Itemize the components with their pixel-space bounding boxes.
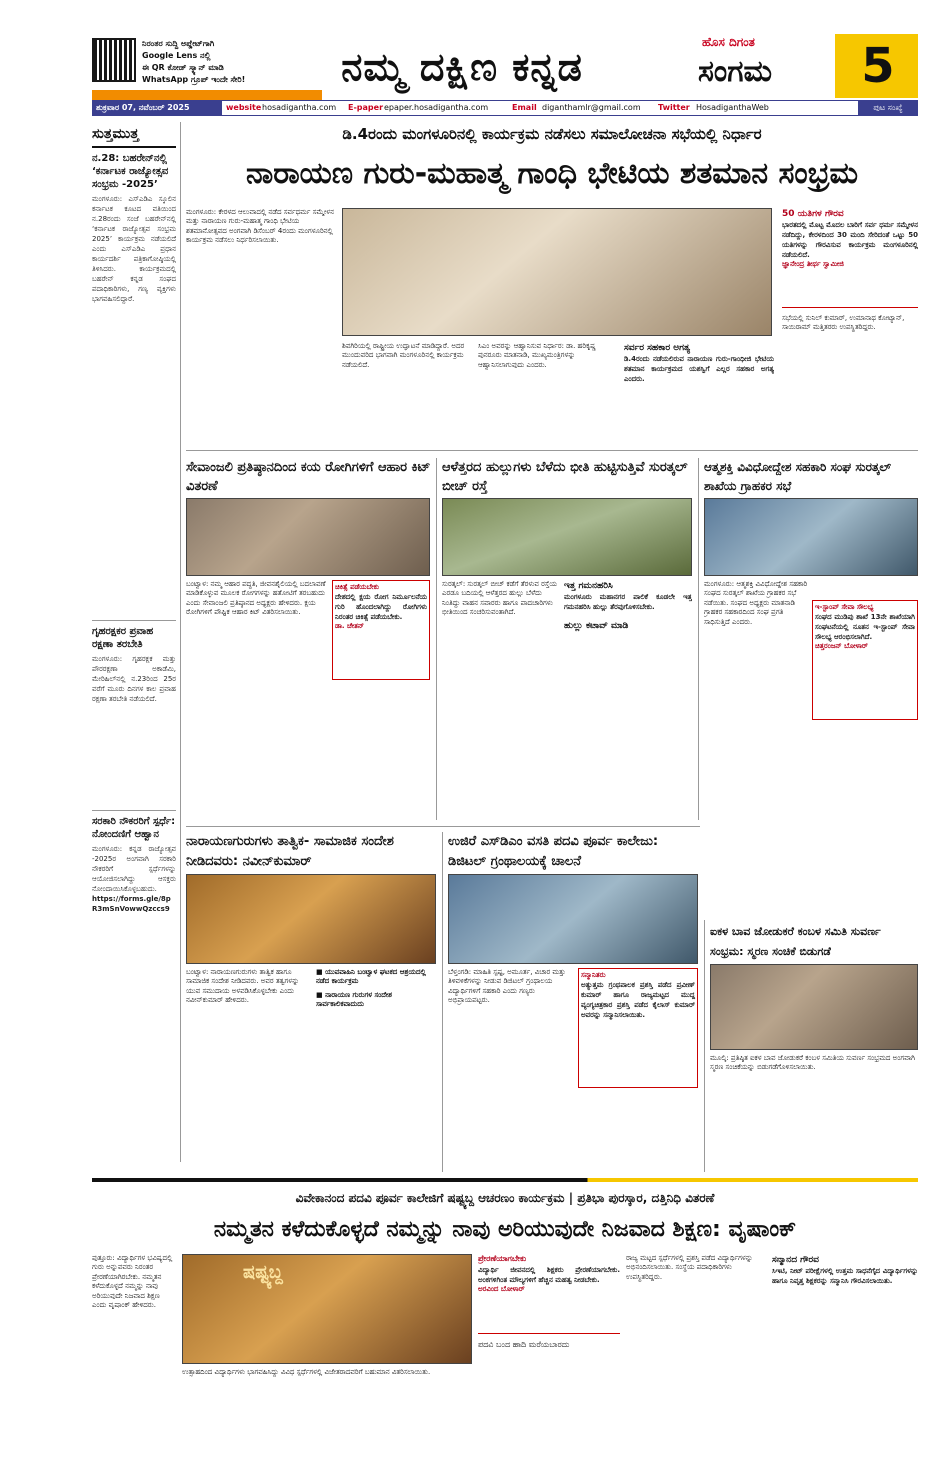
bottom-photo — [182, 1254, 472, 1364]
story-b-subhead: ಹುಲ್ಲು ಕಟಾವ್ ಮಾಡಿ — [564, 621, 629, 632]
epaper-label: E-paper — [348, 103, 384, 112]
qr-note — [142, 38, 312, 90]
supplement-name: ಸಂಗಮ — [698, 54, 772, 89]
story-e-box-body: ಅತ್ಯುತ್ತಮ ಗ್ರಂಥಪಾಲಕ ಪ್ರಶಸ್ತಿ ಪಡೆದ ಪ್ರವೀಣ್ ಕುಮಾರ್ ಹಾಗೂ ರಾಜ್ಯಮಟ್ಟದ ಮುದ್ದ ವ್ಯಂಗ್ಯಚಿತ್ರಕಾರ ಪ್ರಶಸ್ತಿ ಪಡೆದ ಕೈಲಾಸ್ ಕುಮಾರ್ ಅವರನ್ನು ಸನ್ಮಾನಿಸಲಾಯಿತು. — [581, 981, 695, 1020]
twitter-label: Twitter — [658, 103, 690, 112]
divider — [186, 826, 700, 827]
lead-photo — [342, 208, 772, 336]
story-b-photo — [442, 498, 692, 576]
bottom-box-body: ವಿದ್ಯಾರ್ಥಿ ಜೀವನದಲ್ಲಿ ಶಿಕ್ಷಕರು ಪ್ರೇರಣೆಯಾಗಬೇಕು. ಅಂಕಗಳಿಗಿಂತ ಮೌಲ್ಯಗಳಿಗೆ ಹೆಚ್ಚಿನ ಮಹತ್ವ ನೀಡಬೇಕು. — [478, 1265, 620, 1284]
bullet-text: ಯುವವಾಹಿನಿ ಬಂಟ್ವಾಳ ಘಟಕದ ಆಶ್ರಯದಲ್ಲಿ ನಡೆದ ಕಾರ್ಯಕ್ರಮ — [316, 968, 426, 986]
story-f-photo — [710, 964, 918, 1050]
bottom-box-title: ಪ್ರೇರಣೆಯಾಗಬೇಕು — [478, 1254, 527, 1263]
sidebar-story2-body: ಮಂಗಳೂರು: ಗೃಹರಕ್ಷಕ ಮತ್ತು ಪೌರರಕ್ಷಣಾ ಅಕಾಡೆಮಿ, ಮೇರಿಹಿಲ್‌ನಲ್ಲಿ ನ.23ರಿಂದ 25ರ ವರೆಗೆ ಮೂರು ದಿನಗಳ ಕಾಲ ಪ್ರವಾಹ ರಕ್ಷಣಾ ತರಬೇತಿ ನಡೆಯಲಿದೆ. — [92, 655, 176, 703]
sidebar-story3-body: ಮಂಗಳೂರು: ಕನ್ನಡ ರಾಜ್ಯೋತ್ಸವ -2025ರ ಅಂಗವಾಗಿ ಸರಕಾರಿ ನೌಕರರಿಗೆ ಸ್ಪರ್ಧೆಗಳನ್ನು ಆಯೋಜಿಸಲಾಗಿದ್ದು ಆಸಕ್ತರು ನೋಂದಾಯಿಸಿಕೊಳ್ಳಬಹುದು. — [92, 845, 176, 893]
story-c-box — [812, 600, 918, 720]
story-d-body: ಬಂಟ್ವಾಳ: ನಾರಾಯಣಗುರುಗಳು ತಾತ್ವಿಕ ಹಾಗೂ ಸಾಮಾಜಿಕ ಸಂದೇಶ ನೀಡಿದವರು. ಅವರ ತತ್ವಗಳನ್ನು ಯುವ ಸಮುದಾಯ ಅಳವಡಿಸಿಕೊಳ್ಳಬೇಕು ಎಂದು ನವೀನ್‌ಕುಮಾರ್ ಹೇಳಿದರು. — [186, 968, 300, 1005]
lead-box-body: ಭಾರತದಲ್ಲಿ ಮೊಟ್ಟ ಮೊದಲ ಬಾರಿಗೆ ಸರ್ವ ಧರ್ಮ ಸಮ್ಮೇಳನ ನಡೆದಿದ್ದು, ಕೇರಳದಿಂದ 30 ಮಂದಿ ಸೇರಿದಂತೆ ಒಟ್ಟು 50 ಯತಿಗಳನ್ನು ಗೌರವಿಸುವ ಕಾರ್ಯಕ್ರಮ ಮಂಗಳೂರಿನಲ್ಲಿ ನಡೆಯಲಿದೆ. — [782, 221, 918, 260]
sidebar-story3-title: ಸರಕಾರಿ ನೌಕರರಿಗೆ ಸ್ಪರ್ಧೆ: ನೋಂದಣಿಗೆ ಆಹ್ವಾನ — [92, 810, 176, 841]
bottom-right-box-body: ಸಿಇಟಿ, ನೀಟ್ ಪರೀಕ್ಷೆಗಳಲ್ಲಿ ಉತ್ತಮ ಸಾಧನೆಗೈದ ವಿದ್ಯಾರ್ಥಿಗಳನ್ನು ಹಾಗೂ ನಿವೃತ್ತ ಶಿಕ್ಷಕರನ್ನು ಸನ್ಮಾನಿಸಿ ಗೌರವಿಸಲಾಯಿತು. — [772, 1267, 918, 1286]
story-b-side — [564, 580, 692, 820]
qr-note-line: ಈ QR ಕೋಡ್ ಸ್ಕ್ಯಾನ್ ಮಾಡಿ — [142, 63, 224, 72]
story-a-box-credit: ಡಾ. ಚೇತನ್ — [335, 622, 364, 631]
story-a-photo — [186, 498, 430, 576]
lead-body: ಮಂಗಳೂರು: ಕೇರಳದ ಆಲುವಾದಲ್ಲಿ ನಡೆದ ಸರ್ವಧರ್ಮ ಸಮ್ಮೇಳನ ಮತ್ತು ನಾರಾಯಣ ಗುರು-ಮಹಾತ್ಮ ಗಾಂಧಿ ಭೇಟಿಯ ಶತಮಾನೋತ್ಸವದ ಅಂಗವಾಗಿ ಡಿಸೆಂಬರ್ 4ರಂದು ಮಂಗಳೂರಿನಲ್ಲಿ ಕಾರ್ಯಕ್ರಮ ನಡೆಸಲು ನಿರ್ಧರಿಸಲಾಯಿತು. — [186, 208, 334, 245]
bottom-box — [478, 1254, 620, 1334]
story-d-photo — [186, 874, 436, 964]
lead-headline: ನಾರಾಯಣ ಗುರು-ಮಹಾತ್ಮ ಗಾಂಧಿ ಭೇಟಿಯ ಶತಮಾನ ಸಂಭ್ರಮ — [245, 156, 859, 191]
story-e-headline: ಉಜಿರೆ ಎಸ್‌ಡಿಎಂ ವಸತಿ ಪದವಿ ಪೂರ್ವ ಕಾಲೇಜು: ಡಿಜಿಟಲ್ ಗ್ರಂಥಾಲಯಕ್ಕೆ ಚಾಲನೆ — [448, 834, 659, 869]
lead-kicker: ಡಿ.4ರಂದು ಮಂಗಳೂರಿನಲ್ಲಿ ಕಾರ್ಯಕ್ರಮ ನಡೆಸಲು ಸಮಾಲೋಚನಾ ಸಭೆಯಲ್ಲಿ ನಿರ್ಧಾರ — [342, 125, 762, 143]
website-label: website — [226, 103, 262, 112]
bottom-right-box-title: ಸನ್ಮಾನದ ಗೌರವ — [772, 1255, 819, 1265]
story-c-box-title: ಇ-ಸ್ಟಾಂಪ್ ಸೇವಾ ಸೌಲಭ್ಯ — [815, 603, 874, 611]
divider — [436, 458, 437, 820]
lead-body4: ಡಿ.4ರಂದು ನಡೆಯಲಿರುವ ನಾರಾಯಣ ಗುರು-ಗಾಂಧೀಜಿ ಭೇಟಿಯ ಶತಮಾನ ಕಾರ್ಯಕ್ರಮದ ಯಶಸ್ವಿಗೆ ಎಲ್ಲರ ಸಹಕಾರ ಅಗತ್ಯ ಎಂದರು. — [624, 355, 774, 384]
story-b-box-title: ಇತ್ತ ಗಮನಹರಿಸಿ — [564, 581, 613, 591]
divider — [704, 920, 705, 1172]
story-a-body: ಬಂಟ್ವಾಳ: ನಮ್ಮ ಆಹಾರ ಪದ್ಧತಿ, ಜೀವನಶೈಲಿಯಲ್ಲಿ ಬದಲಾವಣೆ ಮಾಡಿಕೊಳ್ಳುವ ಮೂಲಕ ರೋಗಗಳನ್ನು ಹತೋಟಿಗೆ ತರಬಹುದು ಎಂದು ಸೇವಾಂಜಲಿ ಪ್ರತಿಷ್ಠಾನದ ಅಧ್ಯಕ್ಷರು ಹೇಳಿದರು. ಕ್ಷಯ ರೋಗಿಗಳಿಗೆ ಪೌಷ್ಟಿಕ ಆಹಾರ ಕಿಟ್ ವಿತರಿಸಲಾಯಿತು. — [186, 580, 326, 617]
date-text: ಶುಕ್ರವಾರ 07, ನವೆಂಬರ್ 2025 — [92, 101, 222, 115]
bottom-body-mid: ಉತ್ಸಾಹದಿಂದ ವಿದ್ಯಾರ್ಥಿಗಳು ಭಾಗವಹಿಸಿದ್ದು ವಿವಿಧ ಸ್ಪರ್ಧೆಗಳಲ್ಲಿ ವಿಜೇತರಾದವರಿಗೆ ಬಹುಮಾನ ವಿತರಿಸಲಾಯಿತು. — [182, 1368, 431, 1376]
story-a-headline: ಸೇವಾಂಜಲಿ ಪ್ರತಿಷ್ಠಾನದಿಂದ ಕಯ ರೋಗಿಗಳಿಗೆ ಆಹಾರ ಕಿಟ್ ವಿತರಣೆ — [186, 460, 431, 494]
orange-strip — [92, 90, 322, 100]
divider — [698, 458, 699, 820]
story-d-headline: ನಾರಾಯಣಗುರುಗಳು ತಾತ್ವಿಕ- ಸಾಮಾಜಿಕ ಸಂದೇಶ ನೀಡಿದವರು: ನವೀನ್‌ಕುಮಾರ್ — [186, 834, 394, 869]
story-b-box-body: ಮಂಗಳೂರು ಮಹಾನಗರ ಪಾಲಿಕೆ ಕೂಡಲೇ ಇತ್ತ ಗಮನಹರಿಸಿ ಹುಲ್ಲು ತೆರವುಗೊಳಿಸಬೇಕು. — [564, 593, 692, 612]
bottom-body-left: ಪುತ್ತೂರು: ವಿದ್ಯಾರ್ಥಿಗಳ ಭವಿಷ್ಯದಲ್ಲಿ ಗುರು ಅನ್ನುವವರು ನಿರಂತರ ಪ್ರೇರಣೆಯಾಗಿರಬೇಕು. ನಮ್ಮತನ ಕಳೆದುಕೊಳ್ಳದೆ ನಮ್ಮನ್ನು ನಾವು ಅರಿಯುವುದೇ ನಿಜವಾದ ಶಿಕ್ಷಣ ಎಂದು ವೃಷಾಂಕ್ ಹೇಳಿದರು. — [92, 1254, 173, 1310]
lead-box-title: 50 ಯತಿಗಳ ಗೌರವ — [782, 209, 844, 219]
story-a-box — [332, 580, 430, 680]
divider — [186, 450, 918, 451]
lead-subhead: ಸರ್ವರ ಸಹಕಾರ ಅಗತ್ಯ — [624, 343, 691, 353]
qr-note-line: Google Lens ನಲ್ಲಿ — [142, 51, 211, 60]
story-d-bullet: ■ ಯುವವಾಹಿನಿ ಬಂಟ್ವಾಳ ಘಟಕದ ಆಶ್ರಯದಲ್ಲಿ ನಡೆದ ಕಾರ್ಯಕ್ರಮ — [316, 968, 426, 986]
lead-box — [782, 208, 918, 308]
bottom-right-box — [772, 1254, 918, 1424]
lead-sub — [624, 342, 774, 444]
pages-label: ಪುಟ ಸಂಖ್ಯೆ — [858, 101, 918, 115]
story-e-box-title: ಸನ್ಮಾನಿತರು — [581, 971, 606, 979]
sidebar-story1-title: ನ.28: ಬಹರೇನ್‌ನಲ್ಲಿ ‘ಕರ್ನಾಟಕ ರಾಜ್ಯೋತ್ಸವ ಸಂಭ್ರಮ -2025’ — [92, 153, 169, 190]
qr-note-line: WhatsApp ಗ್ರೂಪ್ ಇಂದೇ ಸೇರಿ! — [142, 75, 246, 84]
story-b-headline: ಆಳೆತ್ತರದ ಹುಲ್ಲುಗಳು ಬೆಳೆದು ಭೀತಿ ಹುಟ್ಟಿಸುತ್ತಿವೆ ಸುರತ್ಕಲ್ ಬೀಚ್ ರಸ್ತೆ — [442, 460, 688, 494]
story-d-bullet: ■ ನಾರಾಯಣ ಗುರುಗಳ ಸಂದೇಶ ಸಾರ್ವಕಾಲಿಕವಾದುದು — [316, 990, 392, 1009]
story-b-body: ಸುರತ್ಕಲ್: ಸುರತ್ಕಲ್ ಬೀಚ್ ಕಡೆಗೆ ತೆರಳುವ ರಸ್ತೆಯ ಎರಡೂ ಬದಿಯಲ್ಲಿ ಆಳೆತ್ತರದ ಹುಲ್ಲು ಬೆಳೆದು ನಿಂತಿದ್ದು ವಾಹನ ಸವಾರರು ಹಾಗೂ ಪಾದಚಾರಿಗಳು ಭೀತಿಯಿಂದ ಸಂಚರಿಸುವಂತಾಗಿದೆ. — [442, 580, 557, 617]
lead-box-credit: ಜ್ಞಾನೇಂದ್ರ ತೀರ್ಥ ಸ್ವಾಮೀಜಿ — [782, 260, 844, 269]
story-e-photo — [448, 874, 698, 964]
lead-body3: ಸಿಎಂ ಅವರನ್ನು ಆಹ್ವಾನಿಸುವ ನಿರ್ಧಾರ: ಡಾ. ಹರಿಕೃಷ್ಣ ಪುನರೂರು ಮಾತನಾಡಿ, ಮುಖ್ಯಮಂತ್ರಿಗಳನ್ನು ಆಹ್ವಾನಿಸಲಾಗುವುದು ಎಂದರು. — [478, 342, 596, 369]
website-link[interactable]: hosadigantha.com — [262, 103, 337, 112]
story-c-photo — [704, 498, 918, 576]
divider — [442, 832, 443, 1172]
story-c-box-credit: ಚಿತ್ತರಂಜನ್ ಬೋಳಾರ್ — [815, 642, 868, 651]
epaper-link[interactable]: epaper.hosadigantha.com — [384, 103, 489, 112]
bottom-subhead-mid: ಪದವಿ ಬಂದ ಹಾದಿ ಮರೆಯಬಾರದು — [478, 1340, 570, 1349]
story-c-box-body: ಸಂಘದ ಮುಡಿಪು ಶಾಖೆ 13ನೇ ಶಾಖೆಯಾಗಿ ಸಂಘಟನೆಯಲ್ಲಿ ನೂತನ ಇ-ಸ್ಟಾಂಪ್ ಸೇವಾ ಸೌಲಭ್ಯ ಆರಂಭಿಸಲಾಗಿದೆ. — [815, 613, 915, 642]
story-e-box — [578, 968, 698, 1088]
story-f-body: ಮೂಲ್ಕಿ: ಪ್ರತಿಷ್ಠಿತ ಐಕಳ ಬಾವ ಜೋಡುಕರೆ ಕಂಬಳ ಸಮಿತಿಯ ಸುವರ್ಣ ಸಂಭ್ರಮದ ಅಂಗವಾಗಿ ಸ್ಮರಣ ಸಂಚಿಕೆಯನ್ನು ಬಿಡುಗಡೆಗೊಳಿಸಲಾಯಿತು. — [710, 1054, 915, 1072]
story-e-body: ಬೆಳ್ತಂಗಡಿ: ಮಾಹಿತಿ ಸ್ಪಷ್ಟ, ಅಮೂರ್ತ, ವಿಚಾರ ಮತ್ತು ತಿಳಿವಳಿಕೆಗಳನ್ನು ನೀಡುವ ಡಿಜಿಟಲ್ ಗ್ರಂಥಾಲಯ ವಿದ್ಯಾರ್ಥಿಗಳಿಗೆ ಸಹಕಾರಿ ಎಂದು ಗಣ್ಯರು ಅಭಿಪ್ರಾಯಪಟ್ಟರು. — [448, 968, 566, 1005]
story-c-body: ಮಂಗಳೂರು: ಆತ್ಮಶಕ್ತಿ ವಿವಿಧೋದ್ದೇಶ ಸಹಕಾರಿ ಸಂಘದ ಸುರತ್ಕಲ್ ಶಾಖೆಯ ಗ್ರಾಹಕರ ಸಭೆ ನಡೆಯಿತು. ಸಂಘದ ಅಧ್ಯಕ್ಷರು ಮಾತನಾಡಿ ಗ್ರಾಹಕರ ಸಹಕಾರದಿಂದ ಸಂಘ ಪ್ರಗತಿ ಸಾಧಿಸುತ್ತಿದೆ ಎಂದರು. — [704, 580, 808, 626]
page-number: 5 — [838, 34, 918, 98]
qr-note-line: ನಿರಂತರ ಸುದ್ದಿ ಅಪ್ಡೇಟ್‌ಗಾಗಿ — [142, 39, 215, 48]
twitter-link[interactable]: HosadiganthaWeb — [696, 103, 769, 112]
sidebar-story2-title: ಗೃಹರಕ್ಷಕರ ಪ್ರವಾಹ ರಕ್ಷಣಾ ತರಬೇತಿ — [92, 620, 176, 651]
sidebar-story1-body: ಮಂಗಳೂರು: ಎಸ್ಎಡಿಎ ಸ್ಕೂಲಿನ ಕರ್ನಾಟಕ ಕೂಟದ ವತಿಯಿಂದ ನ.28ರಂದು ಸಂಜೆ ಬಹರೇನ್‌ನಲ್ಲಿ ‘ಕರ್ನಾಟಕ ರಾಜ್ಯೋತ್ಸವ ಸಂಭ್ರಮ 2025’ ಕಾರ್ಯಕ್ರಮ ನಡೆಯಲಿದೆ ಎಂದು ಎಸ್ಎಡಿಎ ಪ್ರಧಾನ ಕಾರ್ಯದರ್ಶಿ ಪತ್ರಿಕಾಗೋಷ್ಠಿಯಲ್ಲಿ ತಿಳಿಸಿದರು. ಕಾರ್ಯಕ್ರಮದಲ್ಲಿ ಬಹರೇನ್ ಕನ್ನಡ ಸಂಘದ ಪದಾಧಿಕಾರಿಗಳು, ಗಣ್ಯ ವ್ಯಕ್ತಿಗಳು ಭಾಗವಹಿಸಲಿದ್ದಾರೆ. — [92, 195, 176, 303]
sidebar-section-title: ಸುತ್ತಮುತ್ತ — [92, 122, 176, 148]
masthead-title: ನಮ್ಮ ದಕ್ಷಿಣ ಕನ್ನಡ — [341, 45, 583, 89]
lead-body2: ಶಿವಗಿರಿಯಲ್ಲಿ ರಾಷ್ಟ್ರೀಯ ಉದ್ಘಾಟನೆ ಮಾಡಿದ್ದಾರೆ. ಅದರ ಮುಂದುವರಿದ ಭಾಗವಾಗಿ ಮಂಗಳೂರಿನಲ್ಲಿ ಕಾರ್ಯಕ್ರಮ ನಡೆಯಲಿದೆ. — [342, 342, 465, 369]
sidebar — [92, 122, 176, 1162]
bottom-stripe — [92, 1178, 918, 1182]
bottom-body-right: ರಾಜ್ಯ ಮಟ್ಟದ ಸ್ಪರ್ಧೆಗಳಲ್ಲಿ ಪ್ರಶಸ್ತಿ ಪಡೆದ ವಿದ್ಯಾರ್ಥಿಗಳನ್ನು ಅಭಿನಂದಿಸಲಾಯಿತು. ಸಂಸ್ಥೆಯ ಪದಾಧಿಕಾರಿಗಳು ಉಪಸ್ಥಿತರಿದ್ದರು. — [626, 1254, 753, 1281]
story-a-box-title: ಚಿಕಿತ್ಸೆ ಪಡೆಯಬೇಕು — [335, 583, 380, 591]
masthead-brand-box — [688, 34, 838, 98]
sidebar-story3-link[interactable]: https://forms.gle/8pR3mSnVowwQzccs9 — [92, 895, 171, 913]
bottom-kicker: ವಿವೇಕಾನಂದ ಪದವಿ ಪೂರ್ವ ಕಾಲೇಜಿಗೆ ಷಷ್ಟ್ಯಬ್ದ ಆಚರಣಂ ಕಾರ್ಯಕ್ರಮ | ಪ್ರತಿಭಾ ಪುರಸ್ಕಾರ, ದತ್ತಿನಿಧಿ ವಿತರಣೆ — [295, 1191, 715, 1205]
qr-code[interactable] — [92, 38, 136, 82]
stage-banner-text: ಷಷ್ಟ್ಯಬ್ದ — [243, 1262, 283, 1283]
sidebar-divider — [180, 122, 181, 1162]
dateline-bar — [92, 100, 918, 116]
bottom-headline: ನಮ್ಮತನ ಕಳೆದುಕೊಳ್ಳದೆ ನಮ್ಮನ್ನು ನಾವು ಅರಿಯುವುದೇ ನಿಜವಾದ ಶಿಕ್ಷಣ: ವೃಷಾಂಕ್ — [213, 1217, 797, 1242]
story-a-box-body: ದೇಶದಲ್ಲಿ ಕ್ಷಯ ರೋಗ ನಿರ್ಮೂಲನೆಯ ಗುರಿ ಹೊಂದಲಾಗಿದ್ದು ರೋಗಿಗಳು ನಿರಂತರ ಚಿಕಿತ್ಸೆ ಪಡೆಯಬೇಕು. — [335, 593, 427, 622]
lead-body5: ಸಭೆಯಲ್ಲಿ ಸುನಿಲ್ ಕುಮಾರ್, ಉಮಾನಾಥ ಕೋಟ್ಯಾನ್, ಸಾಯಿರಾಮ್ ಮತ್ತಿತರರು ಉಪಸ್ಥಿತರಿದ್ದರು. — [782, 314, 905, 332]
email-link[interactable]: diganthamlr@gmail.com — [542, 103, 641, 112]
brand-name: ಹೊಸ ದಿಗಂತ — [702, 35, 755, 49]
email-label: Email — [512, 103, 537, 112]
bottom-box-credit: ಅರವಿಂದ ಬೋಳಾರ್ — [478, 1284, 525, 1293]
story-c-headline: ಆತ್ಮಶಕ್ತಿ ವಿವಿಧೋದ್ದೇಶ ಸಹಕಾರಿ ಸಂಘ ಸುರತ್ಕಲ್ ಶಾಖೆಯ ಗ್ರಾಹಕರ ಸಭೆ — [704, 460, 892, 493]
bullet-text: ನಾರಾಯಣ ಗುರುಗಳ ಸಂದೇಶ ಸಾರ್ವಕಾಲಿಕವಾದುದು — [316, 990, 392, 1009]
story-f-headline: ಐಕಳ ಬಾವ ಜೋಡುಕರೆ ಕಂಬಳ ಸಮಿತಿ ಸುವರ್ಣ ಸಂಭ್ರಮ: ಸ್ಮರಣ ಸಂಚಿಕೆ ಬಿಡುಗಡೆ — [710, 925, 881, 958]
story-d-bullets — [316, 968, 436, 1028]
